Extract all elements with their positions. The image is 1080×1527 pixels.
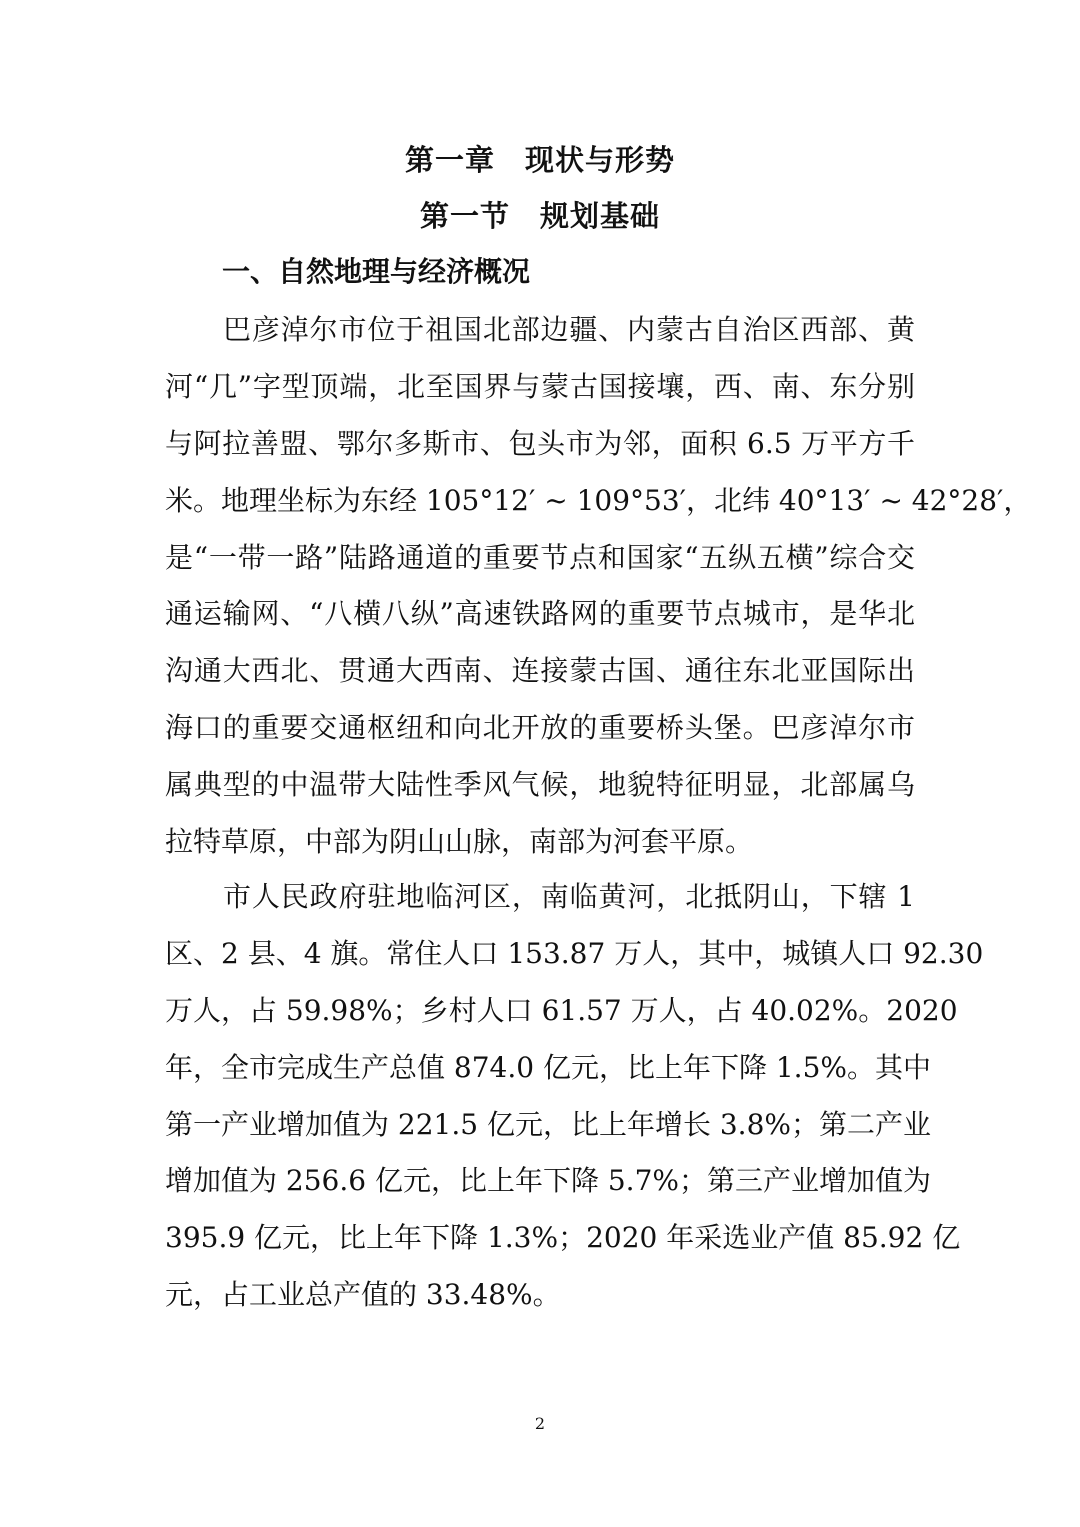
text-line: 属典型的中温带大陆性季风气候，地貌特征明显，北部属乌 — [165, 768, 915, 802]
text-line: 米。地理坐标为东经 105°12′ ~ 109°53′，北纬 40°13′ ~ 42°28′， — [165, 483, 1032, 517]
text-line: 第一产业增加值为 221.5 亿元，比上年增长 3.8%；第二产业 — [165, 1107, 931, 1141]
text-line: 通运输网、“八横八纵”高速铁路网的重要节点城市，是华北 — [165, 597, 915, 631]
text-line: 区、2 县、4 旗。常住人口 153.87 万人，其中，城镇人口 92.30 — [165, 936, 984, 970]
text-line: 巴彦淖尔市位于祖国北部边疆、内蒙古自治区西部、黄 — [223, 313, 915, 346]
paragraph — [165, 869, 984, 1324]
chapter-title: 第一章 现状与形势 — [404, 143, 675, 177]
text-line: 海口的重要交通枢纽和向北开放的重要桥头堡。巴彦淖尔市 — [165, 711, 915, 745]
text-line: 万人，占 59.98%；乡村人口 61.57 万人，占 40.02%。2020 — [165, 993, 958, 1027]
text-line: 年，全市完成生产总值 874.0 亿元，比上年下降 1.5%。其中 — [165, 1050, 931, 1084]
text-line: 元，占工业总产值的 33.48%。 — [165, 1278, 561, 1312]
text-line: 拉特草原，中部为阴山山脉，南部为河套平原。 — [165, 825, 754, 859]
text-line: 增加值为 256.6 亿元，比上年下降 5.7%；第三产业增加值为 — [165, 1164, 931, 1198]
text-line: 市人民政府驻地临河区，南临黄河，北抵阴山，下辖 1 — [223, 880, 915, 913]
text-line: 395.9 亿元，比上年下降 1.3%；2020 年采选业产值 85.92 亿 — [165, 1221, 961, 1255]
section-title: 第一节 规划基础 — [419, 199, 660, 233]
text-line: 沟通大西北、贯通大西南、连接蒙古国、通往东北亚国际出 — [165, 654, 915, 688]
text-line: 与阿拉善盟、鄂尔多斯市、包头市为邻，面积 6.5 万平方千 — [165, 426, 915, 460]
page-number: 2 — [534, 1414, 546, 1433]
text-line: 是“一带一路”陆路通道的重要节点和国家“五纵五横”综合交 — [165, 540, 915, 574]
paragraph — [165, 302, 1032, 871]
subsection-title: 一、自然地理与经济概况 — [222, 255, 531, 288]
text-line: 河“几”字型顶端，北至国界与蒙古国接壤，西、南、东分别 — [165, 369, 915, 403]
